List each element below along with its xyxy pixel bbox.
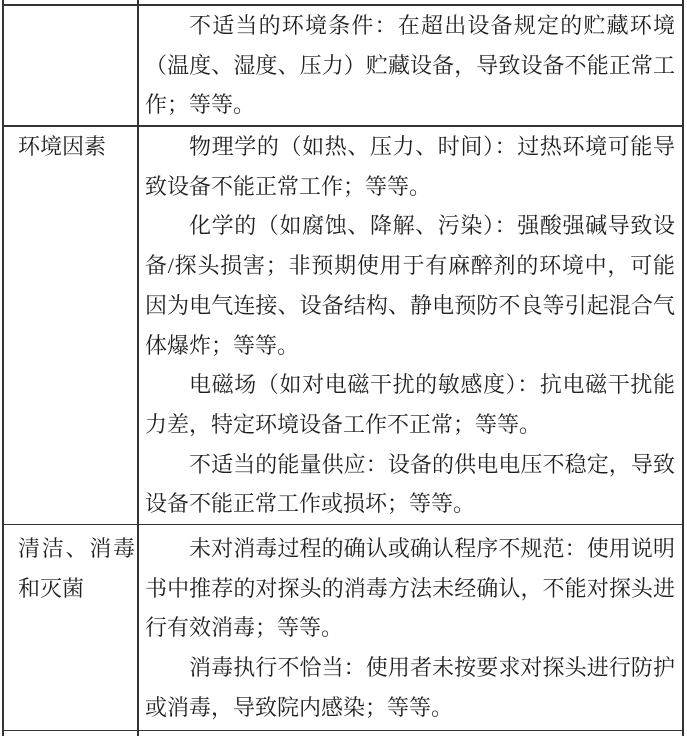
category-cell: 环境因素 [18,134,107,159]
paragraph: 电磁场（如对电磁干扰的敏感度）：抗电磁干扰能力差，特定环境设备工作不正常；等等。 [145,372,675,437]
table-border-left [2,0,4,736]
description-cell [139,6,675,125]
paragraph: 物理学的（如热、压力、时间）：过热环境可能导致设备不能正常工作；等等。 [145,134,675,199]
paragraph: 未对消毒过程的确认或确认程序不规范：使用说明书中推荐的对探头的消毒方法未经确认，不能对探头进行有效消毒；等等。 [145,536,675,641]
category-cell: 清洁、消毒和灭菌 [18,536,135,601]
table-row-divider-bottom [2,730,684,732]
description-cell [139,127,675,524]
table-border-right [682,0,684,736]
description-cell [139,529,675,728]
paragraph: 不适当的环境条件：在超出设备规定的贮藏环境（温度、湿度、压力）贮藏设备，导致设备不能正常工作；等等。 [145,13,675,118]
paragraph: 消毒执行不恰当：使用者未按要求对探头进行防护或消毒，导致院内感染；等等。 [145,655,675,720]
paragraph: 不适当的能量供应：设备的供电电压不稳定，导致设备不能正常工作或损坏；等等。 [145,451,675,517]
paragraph: 化学的（如腐蚀、降解、污染）：强酸强碱导致设备/探头损害；非预期使用于有麻醉剂的环境中，可能因为电气连接、设备结构、静电预防不良等引起混合气体爆炸；等等。 [145,213,675,358]
